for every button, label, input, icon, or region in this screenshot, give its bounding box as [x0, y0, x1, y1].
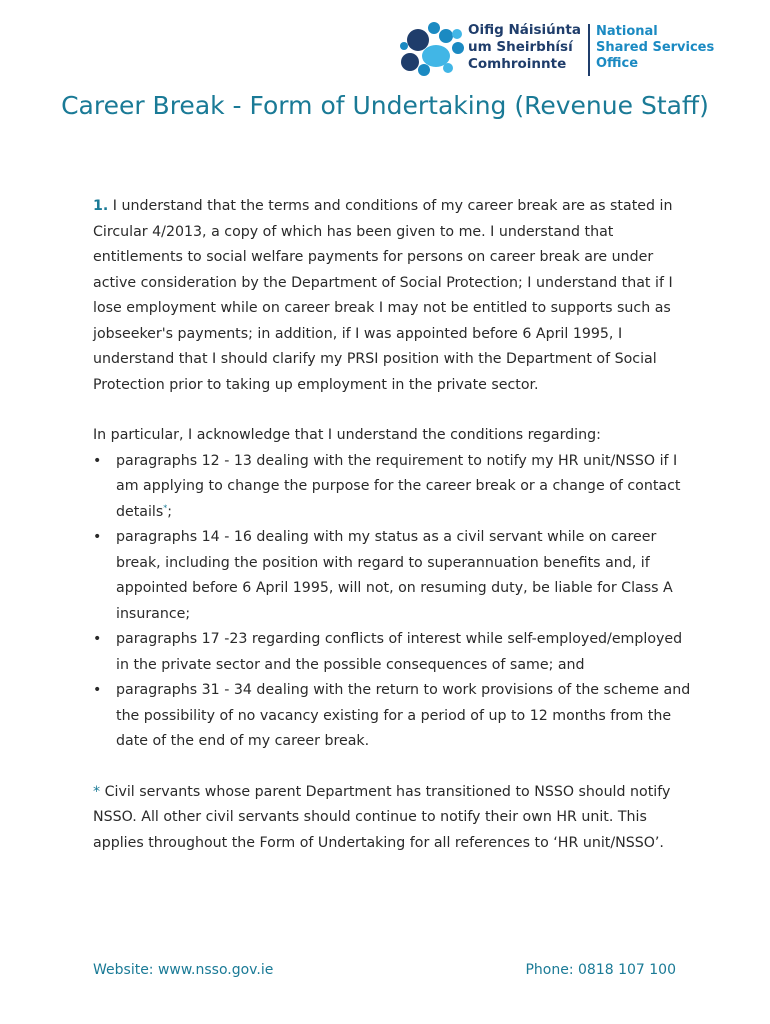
logo-english-name	[596, 24, 714, 72]
footnote-marker: *	[163, 502, 168, 512]
page-title: Career Break - Form of Undertaking (Revenue Staff)	[61, 91, 709, 120]
footnote-text: Civil servants whose parent Department has transitioned to NSSO should notify NSSO. All other civil servants should continue to notify their own HR unit. This applies throughout the Form of Undertaking for all references to ‘HR unit/NSSO’.	[93, 783, 671, 851]
bullet-icon: •	[93, 452, 102, 469]
logo-divider	[588, 24, 590, 76]
logo-irish-line: um Sheirbhísí	[468, 39, 573, 55]
section-1-text: I understand that the terms and conditions of my career break are as stated in Circular 4/2013, a copy of which has been given to me. I understand that entitlements to social welfare payments for persons on career break are under active consideration by the Department of Social Protection; I understand that if I lose employment while on career break I may not be entitled to supports such as jobseeker's payments; in addition, if I was appointed before 6 April 1995, I understand that I should clarify my PRSI position with the Department of Social Protection prior to taking up employment in the private sector.	[93, 198, 673, 393]
footnote-star: *	[93, 783, 101, 800]
logo-irish-line: Oifig Náisiúnta	[468, 22, 581, 38]
list-item-text: paragraphs 17 -23 regarding conflicts of interest while self-employed/employed in the private sector and the possible consequences of same; and	[116, 631, 683, 673]
footer-website: Website: www.nsso.gov.ie	[93, 962, 274, 978]
list-item	[93, 627, 693, 678]
list-item	[93, 525, 693, 627]
list-item-text: paragraphs 31 - 34 dealing with the return to work provisions of the scheme and the possibility of no vacancy existing for a period of up to 12 months from the date of the end of my career break.	[116, 682, 691, 749]
list-item	[93, 678, 693, 755]
logo-english-line: National	[596, 24, 658, 39]
bullet-icon: •	[93, 529, 102, 545]
conditions-list	[93, 449, 693, 755]
list-item-suffix: ;	[167, 503, 173, 520]
bullet-icon: •	[93, 682, 102, 698]
logo-irish-line: Comhroinnte	[468, 56, 567, 72]
bullet-icon: •	[93, 631, 102, 647]
logo-irish-name	[468, 22, 581, 73]
list-item-text: paragraphs 14 - 16 dealing with my status as a civil servant while on career break, including the position with regard to superannuation benefits and, if appointed before 6 April 1995, will not, on resuming duty, be liable for Class A insurance;	[116, 529, 673, 622]
conditions-intro: In particular, I acknowledge that I understand the conditions regarding:	[93, 427, 601, 443]
logo-english-line: Office	[596, 56, 639, 71]
footnote	[93, 780, 693, 857]
section-number: 1.	[93, 198, 109, 214]
list-item-text: paragraphs 12 - 13 dealing with the requirement to notify my HR unit/NSSO if I am applying to change the purpose for the career break or a change of contact details	[116, 452, 681, 520]
nsso-logo-mark-icon	[396, 18, 468, 80]
nsso-logo	[396, 18, 716, 80]
list-item	[93, 449, 693, 526]
section-1-paragraph	[93, 194, 693, 398]
document-body	[93, 194, 693, 856]
footer-phone: Phone: 0818 107 100	[525, 962, 676, 978]
logo-english-line: Shared Services	[596, 40, 715, 55]
